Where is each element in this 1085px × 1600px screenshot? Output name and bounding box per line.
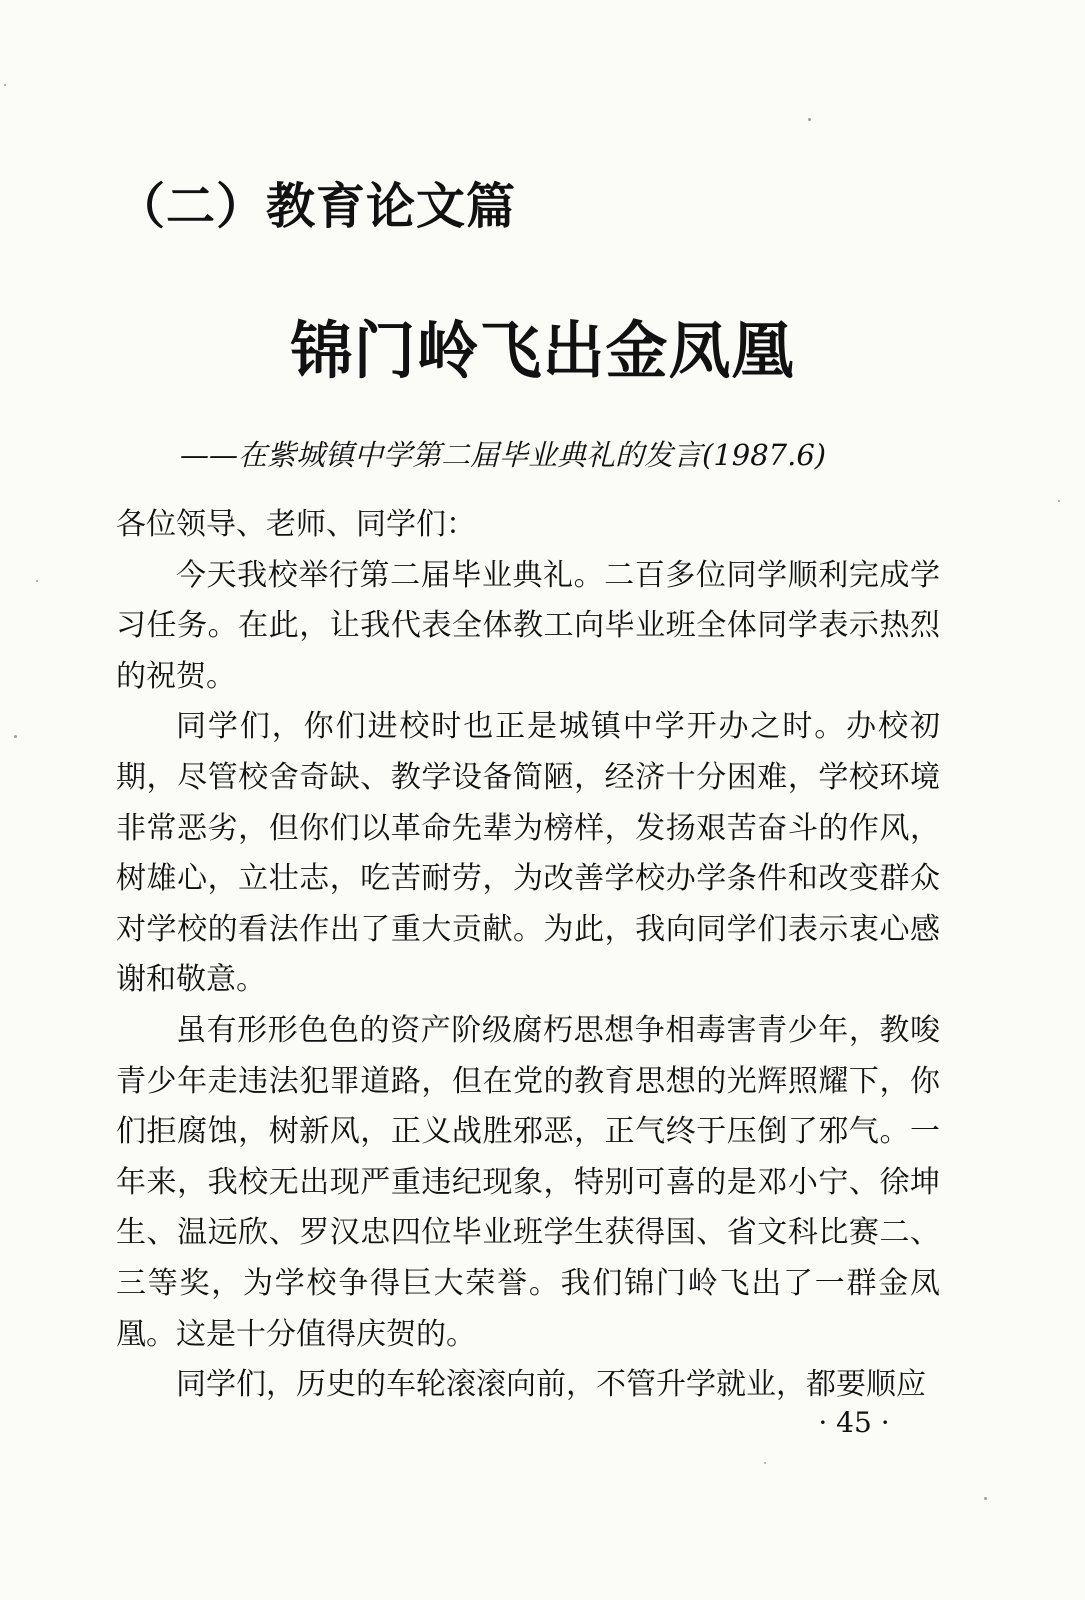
scan-speck — [808, 118, 811, 121]
article-title: 锦门岭飞出金凤凰 — [290, 314, 795, 387]
scan-speck — [764, 1462, 766, 1464]
paragraph: 同学们，你们进校时也正是城镇中学开办之时。办校初期，尽管校舍奇缺、教学设备简陋，经济十分困难，学校环境非常恶劣，但你们以革命先辈为榜样，发扬艰苦奋斗的作风，树雄心，立壮志，吃苦耐劳，为改善学校办学条件和改变群众对学校的看法作出了重大贡献。为此，我向同学们表示衷心感谢和敬意。 — [116, 709, 940, 998]
scan-speck — [36, 580, 38, 582]
paragraph: 虽有形形色色的资产阶级腐朽思想争相毒害青少年，教唆青少年走违法犯罪道路，但在党的教育思想的光辉照耀下，你们拒腐蚀，树新风，正义战胜邪恶，正气终于压倒了邪气。一年来，我校无出现严重违纪现象，特别可喜的是邓小宁、徐坤生、温远欣、罗汉忠四位毕业班学生获得国、省文科比赛二、三等奖，为学校争得巨大荣誉。我们锦门岭飞出了一群金凤凰。这是十分值得庆贺的。 — [116, 1012, 940, 1352]
salutation: 各位领导、老师、同学们： — [116, 507, 476, 542]
article-body — [116, 500, 940, 1411]
scan-speck — [14, 735, 17, 738]
scan-speck — [4, 84, 6, 86]
section-title: （二）教育论文篇 — [116, 178, 517, 235]
page-number: · 45 · — [818, 1406, 890, 1439]
scan-speck — [1058, 500, 1060, 502]
paragraph: 今天我校举行第二届毕业典礼。二百多位同学顺利完成学习任务。在此，让我代表全体教工向毕业班全体同学表示热烈的祝贺。 — [116, 557, 940, 694]
article-subtitle: ——在紫城镇中学第二届毕业典礼的发言(1987.6) — [180, 438, 827, 472]
scan-speck — [984, 1497, 987, 1500]
paragraph: 同学们，历史的车轮滚滚向前，不管升学就业，都要顺应 — [176, 1367, 926, 1403]
